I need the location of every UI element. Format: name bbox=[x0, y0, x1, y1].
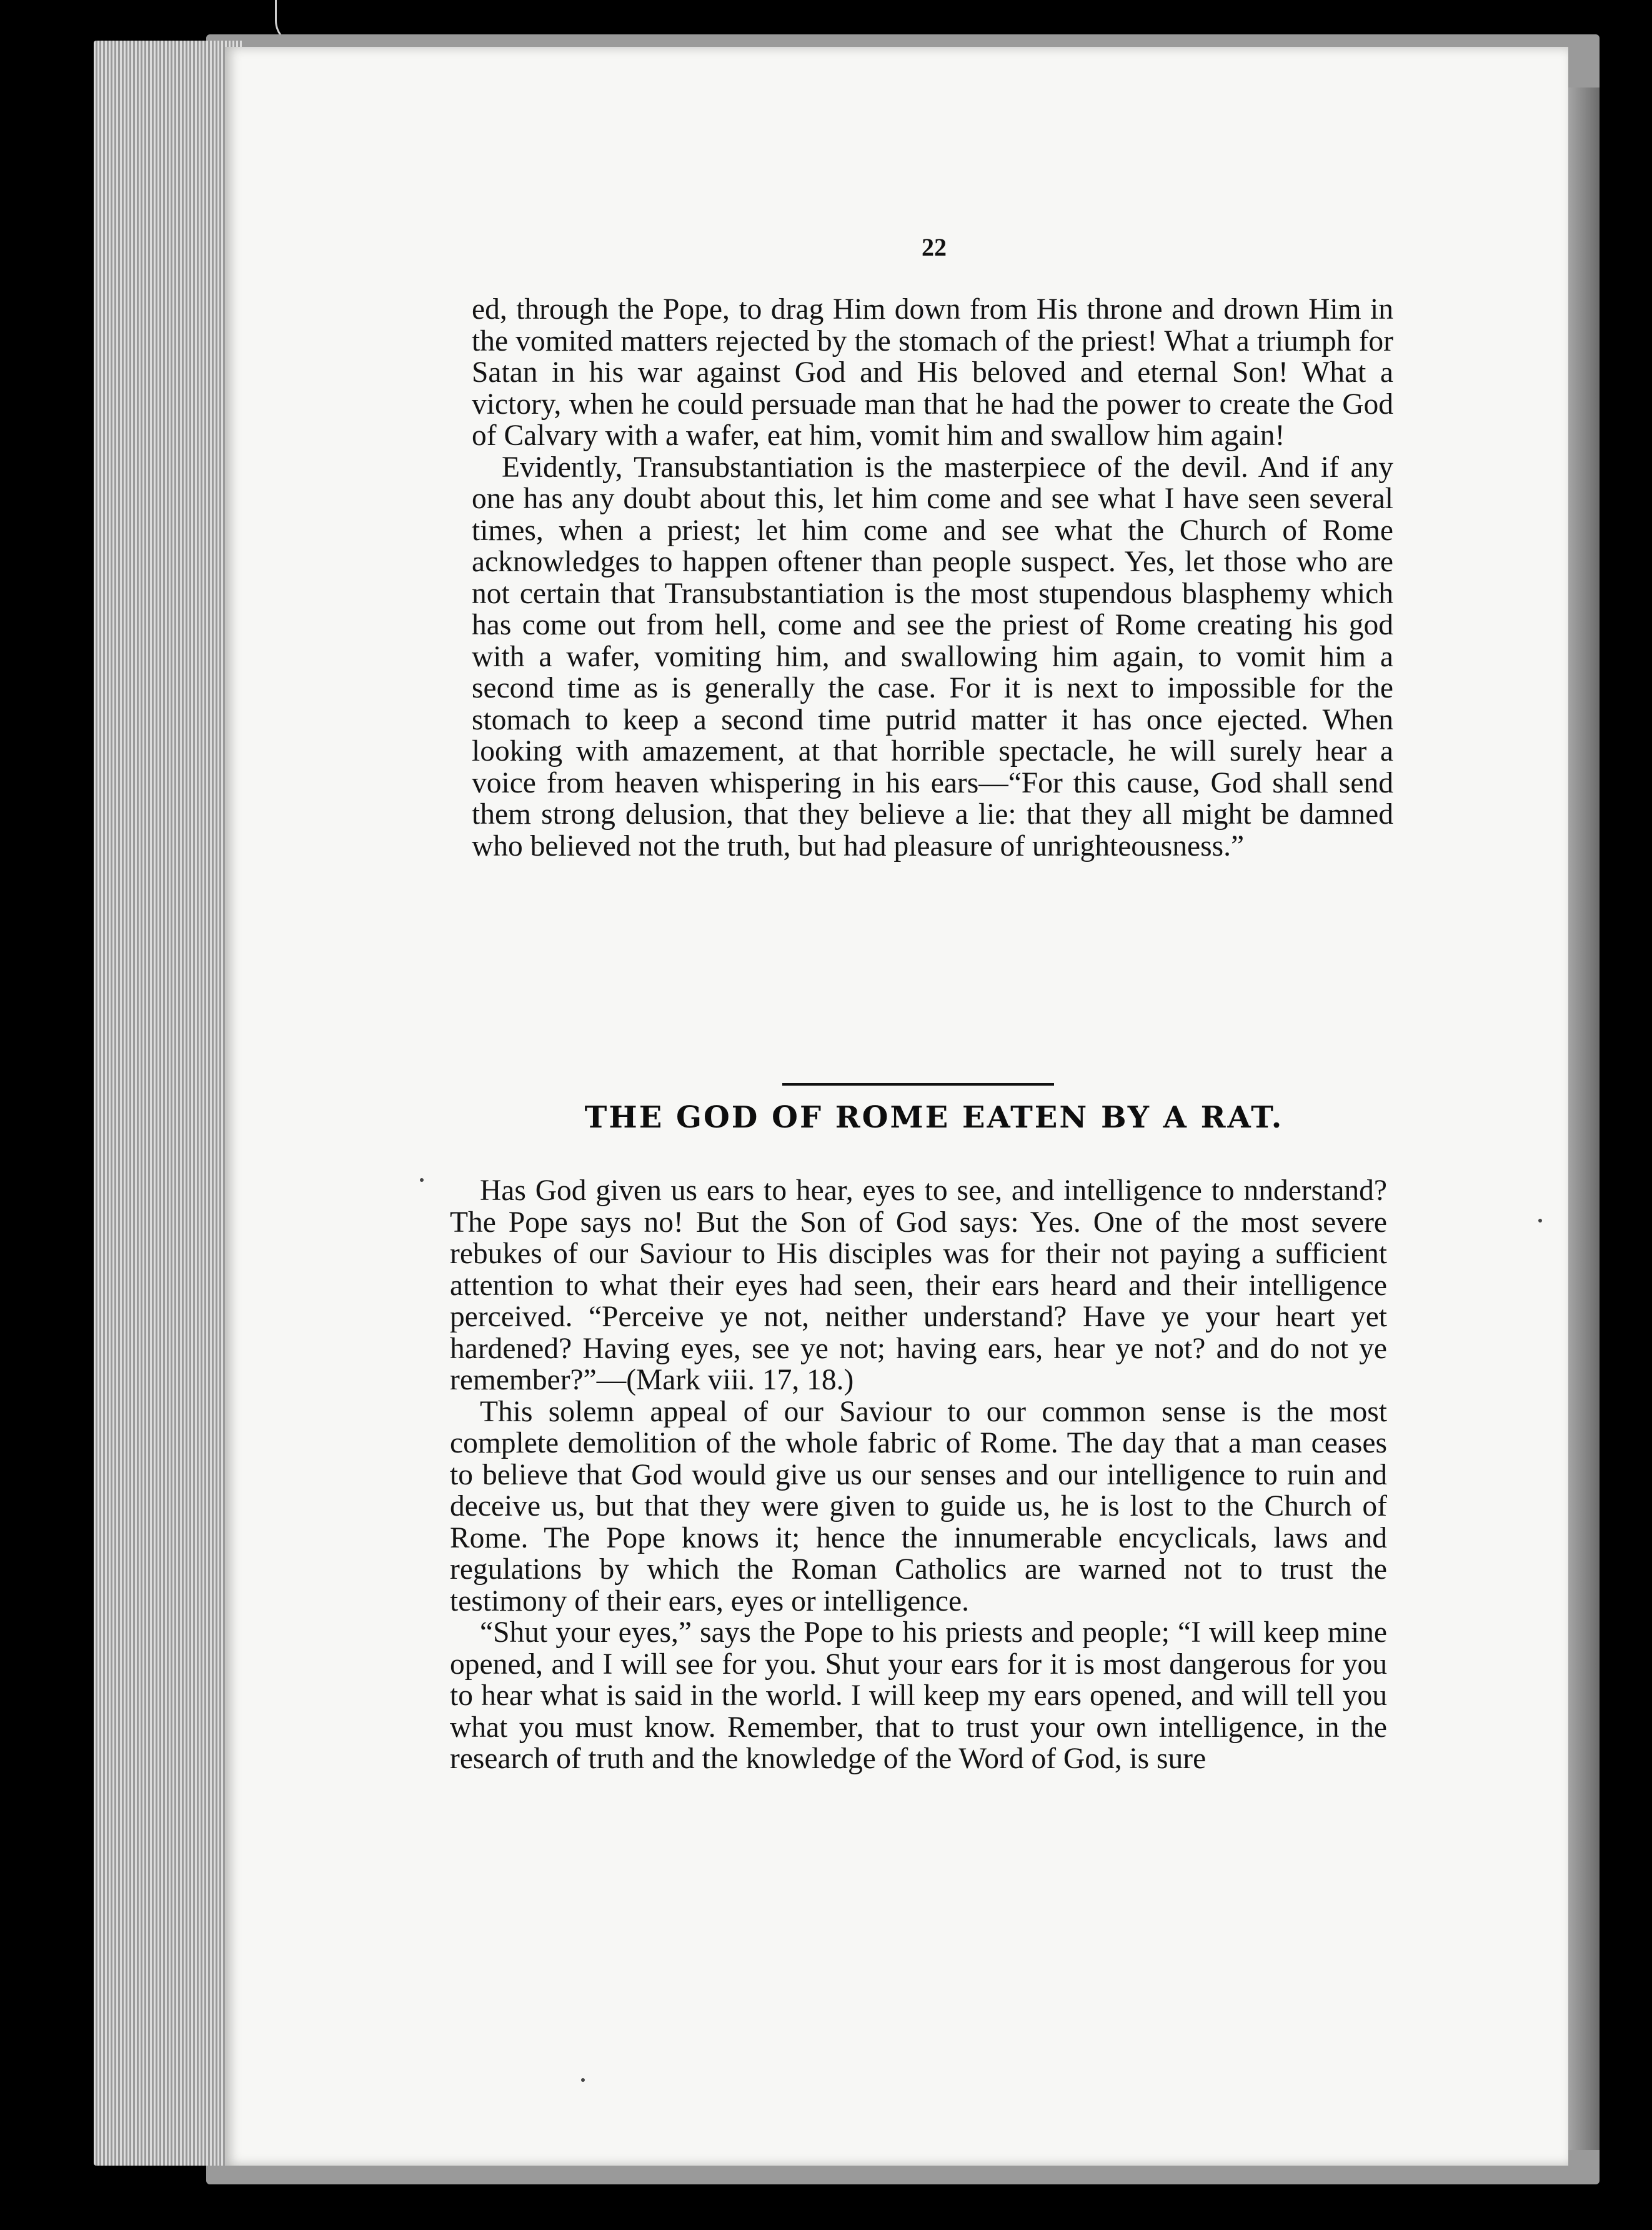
section-heading: THE GOD OF ROME EATEN BY A RAT. bbox=[584, 1100, 1284, 1135]
paragraph-solemn-appeal: This solemn appeal of our Saviour to our common sense is the most complete demolition of the whole fabric of Rome. The day that a man ceases to believe that God would give us our senses and our intelligence to ruin and deceive us, but that they were given to guide us, he is lost to the Church of Rome. The Pope knows it; hence the innumerable encyclicals, laws and regulations by which the Roman Catholics are warned not to trust the testimony of their ears, eyes or intelligence. bbox=[450, 1395, 1387, 1618]
paragraph-continued: ed, through the Pope, to drag Him down from His throne and drown Him in the vomited matters rejected by the stomach of the priest! What a triumph for Satan in his war against God and His beloved and eternal Son! What a victory, when he could persuade man that he had the power to create the God of Calvary with a wafer, eat him, vomit him and swallow him again! bbox=[472, 293, 1393, 452]
scan-speck bbox=[1538, 1219, 1542, 1222]
scan-speck bbox=[581, 2078, 585, 2082]
paragraph-shut-your-eyes: “Shut your eyes,” says the Pope to his priests and people; “I will keep mine opened, and I will see for you. Shut your ears for it is most dangerous for you to hear what is said in the world. I will keep my ears opened, and will tell you what you must know. Remember, that to trust your own intelligence, in the research of truth and the knowledge of the Word of God, is sure bbox=[450, 1616, 1387, 1775]
paragraph-ears-eyes: Has God given us ears to hear, eyes to see, and intelligence to nnderstand? The Pope says no! But the Son of God says: Yes. One of the most severe rebukes of our Saviour to His disciples was for their not paying a sufficient attention to what their eyes had seen, their ears heard and their intelligence perceived. “Perceive ye not, neither understand? Have ye your heart yet hardened? Having eyes, see ye not; having ears, hear ye not? and do not ye remember?”—(Mark viii. 17, 18.) bbox=[450, 1174, 1387, 1396]
section-divider-rule bbox=[782, 1083, 1054, 1086]
scan-speck bbox=[420, 1178, 424, 1182]
section-two-text bbox=[450, 1175, 1387, 1775]
paragraph-transubstantiation: Evidently, Transubstantiation is the masterpiece of the devil. And if any one has any doubt about this, let him come and see what I have seen several times, when a priest; let him come and see what the Church of Rome acknowledges to happen oftener than people suspect. Yes, let those who are not certain that Transubstantiation is the most stupendous blasphemy which has come out from hell, come and see the priest of Rome creating his god with a wafer, vomiting him, and swallowing him again, to vomit him a second time as is generally the case. For it is next to impossible for the stomach to keep a second time putrid matter it has once ejected. When looking with amazement, at that horrible spectacle, he will surely hear a voice from heaven whispering in his ears—“For this cause, God shall send them strong delusion, that they believe a lie: that they all might be damned who believed not the truth, but had pleasure of unrighteousness.” bbox=[472, 451, 1393, 862]
section-one-text bbox=[472, 294, 1393, 862]
page-number: 22 bbox=[922, 233, 947, 261]
page-stack-edges bbox=[94, 41, 244, 2166]
